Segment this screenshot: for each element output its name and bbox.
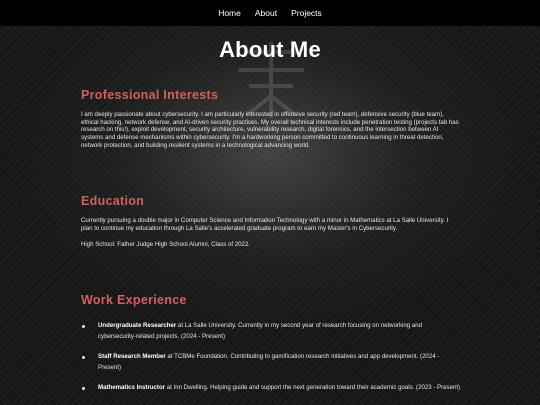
high-school-paragraph: High School: Father Judge High School Alumni, Class of 2022. — [81, 241, 251, 249]
section-heading: Professional Interests — [81, 88, 219, 102]
education-section — [81, 194, 461, 249]
page-title: About Me — [219, 37, 321, 62]
education-paragraph: Currently pursuing a double major in Computer Science and Information Technology with a minor in Mathematics at La Salle University. I plan to continue my education through La Salle's accelerated graduate program to earn my Master's in Cybersecurity. — [81, 217, 449, 232]
job-description: at La Salle University. Currently in my second year of research focusing on networking and cybersecurity-related projects. (2024 - Present) — [98, 322, 423, 340]
nav-link-projects[interactable]: Projects — [291, 8, 322, 18]
work-list — [81, 321, 461, 394]
job-role: Staff Research Member — [98, 353, 166, 360]
job-description: at Inn Dwelling. Helping guide and support the next generation toward their academic goals. (2023 - Present) — [165, 384, 461, 391]
bullet-icon — [82, 356, 85, 359]
job-role: Mathematics Instructor — [98, 384, 166, 391]
nav-link-home[interactable]: Home — [218, 8, 241, 18]
section-heading: Work Experience — [81, 293, 187, 307]
job-role: Undergraduate Researcher — [98, 322, 177, 329]
job-description: at TCBMe Foundation. Contributing to gamification research initiatives and app development. (2024 - Present) — [98, 353, 440, 371]
work-experience-section — [81, 293, 461, 404]
list-item — [81, 383, 461, 394]
nav-link-about[interactable]: About — [254, 8, 278, 18]
bullet-icon — [82, 387, 85, 390]
list-item — [81, 352, 461, 373]
section-heading: Education — [81, 194, 145, 208]
professional-interests-section — [81, 88, 461, 150]
list-item — [81, 321, 461, 342]
bullet-icon — [82, 325, 85, 328]
top-navigation — [0, 0, 540, 26]
interests-paragraph: I am deeply passionate about cybersecurity. I am particularly interested in offensive security (red team), defensive security (blue team), ethical hacking, network defense, and AI-driven security practices. My overall technical interests include penetration testing (projects tab has research on this!), exploit development, security architecture, vulnerability research, digital forensics, and the intersection between AI systems and defense mechanisms within cybersecurity. I'm a hardworking person committed to continuous learning in threat detection, network protection, and building resilient systems in a technological advancing world. — [81, 111, 459, 149]
